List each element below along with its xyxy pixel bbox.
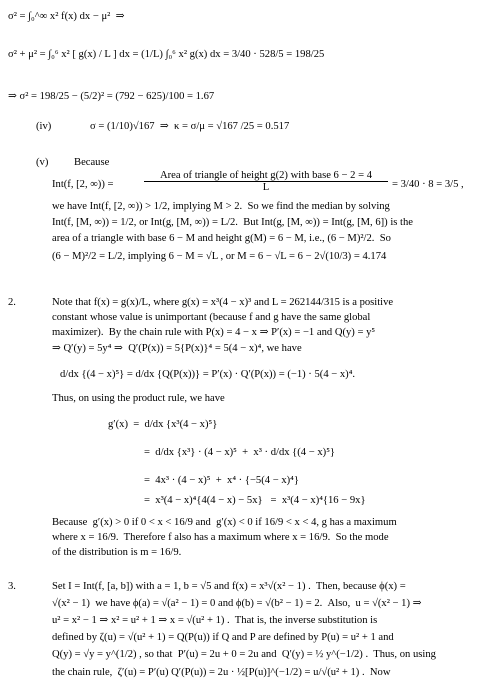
fraction-numerator: Area of triangle of height g(2) with base 6 − 2 = 4 (160, 170, 372, 181)
problem-3-line-2: √(x² − 1) we have ϕ(a) = √(a² − 1) = 0 and ϕ(b) = √(b² − 1) = 2. Also, u = √(x² − 1) ⇒ (52, 598, 422, 609)
problem-2-conclusion-3: of the distribution is m = 16/9. (52, 547, 182, 558)
item-v-line-4: (6 − M)²/2 = L/2, implying 6 − M = √L , or M = 6 − √L = 6 − 2√(10/3) = 4.174 (52, 251, 387, 262)
problem-2-line-1: Note that f(x) = g(x)/L, where g(x) = x³(4 − x)³ and L = 262144/315 is a positive (52, 297, 394, 308)
product-rule-intro: Thus, on using the product rule, we have (52, 393, 225, 404)
variance-equation: σ² = ∫₀^∞ x² f(x) dx − μ² ⇒ (8, 11, 125, 22)
item-v-int-lhs: Int(f, [2, ∞)) = (52, 179, 114, 190)
item-v-fraction-tail: = 3/40 · 8 = 3/5 , (392, 179, 464, 190)
problem-3-line-6: the chain rule, ζ′(u) = P′(u) Q′(P(u)) = 2u · ½[P(u)]^(−1/2) = u/√(u² + 1) . Now (52, 667, 391, 678)
fraction-denominator: L (144, 181, 388, 193)
problem-2-line-2: constant whose value is unimportant (because f and g have the same global (52, 312, 371, 323)
item-iv-equation: σ = (1/10)√167 ⇒ κ = σ/μ = √167 /25 = 0.517 (90, 121, 290, 132)
problem-3-number: 3. (8, 581, 16, 592)
item-v-line-2: Int(f, [M, ∞)) = 1/2, or Int(g, [M, ∞)) = L/2. But Int(g, [M, ∞)) = Int(g, [M, 6]) is the (52, 217, 413, 228)
derivative-line-4: = x³(4 − x)⁴{4(4 − x) − 5x} = x³(4 − x)⁴{16 − 9x} (144, 495, 366, 506)
problem-3-line-1: Set I = Int(f, [a, b]) with a = 1, b = √5 and f(x) = x³√(x² − 1) . Then, because ϕ(x) = (52, 581, 406, 592)
problem-2-conclusion-1: Because g′(x) > 0 if 0 < x < 16/9 and g′(x) < 0 if 16/9 < x < 4, g has a maximum (52, 517, 397, 528)
problem-3-line-4: defined by ζ(u) = √(u² + 1) = Q(P(u)) if Q and P are defined by P(u) = u² + 1 and (52, 632, 394, 643)
item-v-line-1: we have Int(f, [2, ∞)) > 1/2, implying M > 2. So we find the median by solving (52, 201, 390, 212)
item-v-area-fraction (144, 170, 388, 193)
problem-3-line-3: u² = x² − 1 ⇒ x² = u² + 1 ⇒ x = √(u² + 1) . That is, the inverse substitution is (52, 615, 378, 626)
problem-2-number: 2. (8, 297, 16, 308)
variance-result-equation: ⇒ σ² = 198/25 − (5/2)² = (792 − 625)/100 = 1.67 (8, 91, 215, 102)
problem-3-line-5: Q(y) = √y = y^(1/2) , so that P′(u) = 2u + 0 = 2u and Q′(y) = ½ y^(−1/2) . Thus, on using (52, 649, 436, 660)
item-iv-label: (iv) (36, 121, 52, 132)
derivative-line-3: = 4x³ · (4 − x)⁵ + x⁴ · {−5(4 − x)⁴} (144, 475, 299, 486)
item-v-line-3: area of a triangle with base 6 − M and height g(M) = 6 − M, i.e., (6 − M)²/2. So (52, 233, 391, 244)
item-v-because: Because (74, 157, 110, 168)
derivative-line-1: g′(x) = d/dx {x³(4 − x)⁵} (108, 419, 218, 430)
chain-rule-equation: d/dx {(4 − x)⁵} = d/dx {Q(P(x))} = P′(x) · Q′(P(x)) = (−1) · 5(4 − x)⁴. (60, 369, 356, 380)
problem-2-line-3: maximizer). By the chain rule with P(x) = 4 − x ⇒ P′(x) = −1 and Q(y) = y⁵ (52, 327, 376, 338)
problem-2-conclusion-2: where x = 16/9. Therefore f also has a maximum where x = 16/9. So the mode (52, 532, 389, 543)
second-moment-equation: σ² + μ² = ∫₀⁶ x² [ g(x) / L ] dx = (1/L) ∫₀⁶ x² g(x) dx = 3/40 · 528/5 = 198/25 (8, 49, 325, 60)
problem-2-line-4: ⇒ Q′(y) = 5y⁴ ⇒ Q′(P(x)) = 5{P(x)}⁴ = 5(4 − x)⁴, we have (52, 343, 302, 354)
item-v-label: (v) (36, 157, 49, 168)
derivative-line-2: = d/dx {x³} · (4 − x)⁵ + x³ · d/dx {(4 − x)⁵} (144, 447, 335, 458)
